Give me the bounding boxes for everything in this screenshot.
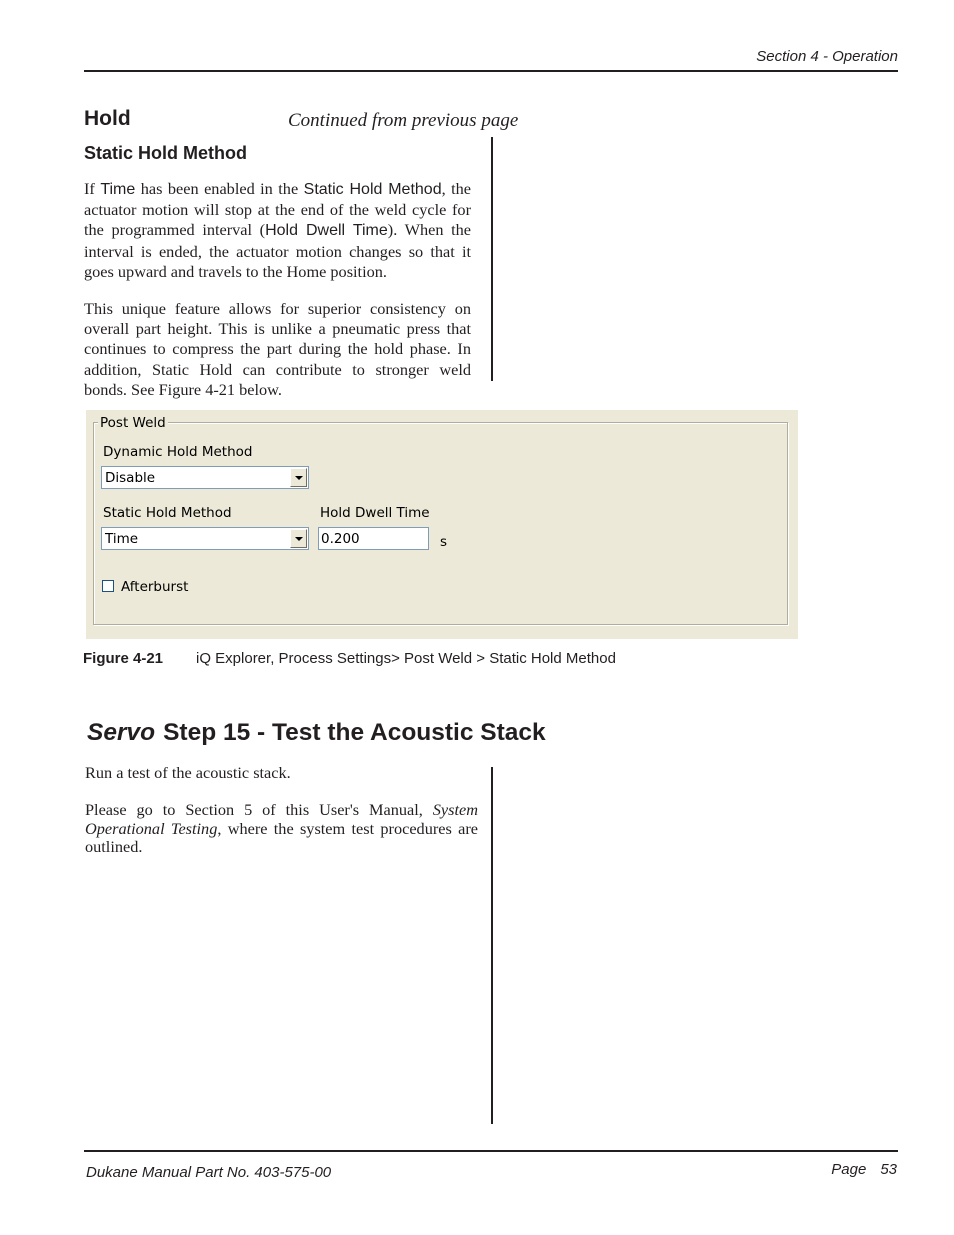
continued-note: Continued from previous page <box>288 110 519 131</box>
static-hold-method-select[interactable] <box>101 527 309 550</box>
term-static-hold-method: Static Hold Method <box>303 181 442 198</box>
heading-hold: Hold <box>84 107 131 130</box>
heading-step-15 <box>87 719 546 747</box>
static-hold-method-value: Time <box>105 531 139 547</box>
static-hold-method-label: Static Hold Method <box>103 505 232 521</box>
paragraph-run-test: Run a test of the acoustic stack. <box>85 763 291 782</box>
figure-number: Figure 4-21 <box>83 650 164 667</box>
post-weld-screenshot <box>86 410 798 639</box>
paragraph-static-hold-intro <box>84 179 471 282</box>
footer-manual-part-number: Dukane Manual Part No. 403-575-00 <box>86 1164 332 1181</box>
text-run: has been enabled in the <box>135 179 304 198</box>
footer-page <box>831 1161 897 1178</box>
hold-dwell-time-label: Hold Dwell Time <box>320 505 430 521</box>
text-run: , the actuator motion will stop at the end of the weld cycle for the programmed interval ( <box>84 179 472 240</box>
afterburst-label: Afterburst <box>121 579 189 595</box>
text-run: ). When the interval is ended, the actuator motion changes so that it goes upward and travels to the Home position. <box>84 220 472 281</box>
text-run: , where the system test procedures are outlined. <box>85 818 478 856</box>
term-hold-dwell-time: Hold Dwell Time <box>265 222 388 240</box>
dynamic-hold-method-select[interactable] <box>101 466 309 489</box>
header-rule <box>84 70 898 72</box>
groupbox-title: Post Weld <box>100 415 166 431</box>
dynamic-hold-method-value: Disable <box>105 470 156 486</box>
page-number: 53 <box>880 1161 897 1178</box>
dynamic-hold-method-label: Dynamic Hold Method <box>103 444 253 460</box>
reference-title: System Operational Testing <box>85 800 478 838</box>
chevron-down-icon <box>295 537 303 542</box>
paragraph-section-5-reference <box>85 801 478 857</box>
page-label: Page <box>831 1161 867 1178</box>
afterburst-checkbox[interactable] <box>102 580 114 592</box>
column-divider <box>491 767 493 1124</box>
text-run: Please go to Section 5 of this User's Manual, <box>85 800 433 819</box>
running-head-section: Section 4 - Operation <box>756 48 898 65</box>
footer-rule <box>84 1150 898 1152</box>
column-divider <box>491 137 493 381</box>
paragraph-static-hold-benefits: This unique feature allows for superior consistency on overall part height. This is unlike a pneumatic press that continues to compress the part during the hold phase. In addition, Static Hold can contribute to stronger weld bonds. See Figure 4-21 below. <box>84 299 471 399</box>
dropdown-button[interactable] <box>290 529 307 548</box>
text-run: If <box>84 179 101 198</box>
subheading-static-hold-method: Static Hold Method <box>84 143 247 163</box>
hold-dwell-time-value: 0.200 <box>321 531 360 547</box>
dropdown-button[interactable] <box>290 468 307 487</box>
figure-caption: iQ Explorer, Process Settings> Post Weld > Static Hold Method <box>196 650 616 667</box>
hold-dwell-time-input[interactable] <box>318 527 429 550</box>
hold-dwell-time-unit: s <box>440 534 448 550</box>
servo-label: Servo <box>87 719 156 746</box>
term-time: Time <box>100 181 136 198</box>
chevron-down-icon <box>295 476 303 481</box>
step-15-title: Step 15 - Test the Acoustic Stack <box>163 719 546 746</box>
